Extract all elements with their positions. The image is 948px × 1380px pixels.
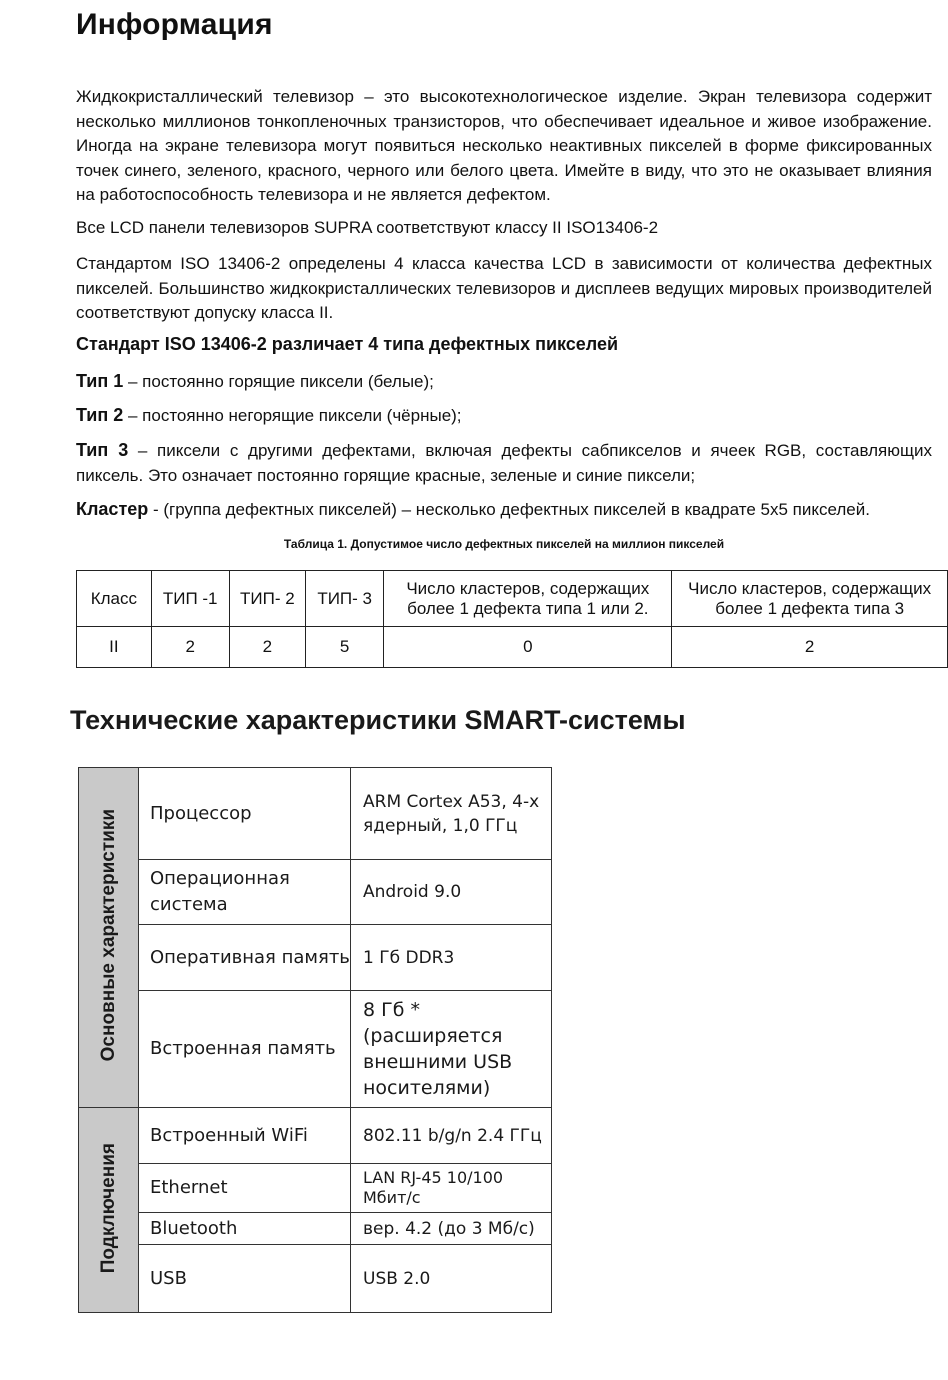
spec-row bbox=[79, 1164, 552, 1213]
info-paragraph-2: Все LCD панели телевизоров SUPRA соответствуют классу II ISO13406-2 bbox=[76, 218, 659, 237]
spec-value: 8 Гб * (расширяется внешними USB носителями) bbox=[351, 991, 552, 1108]
spec-group-label: Основные характеристики bbox=[97, 809, 119, 1062]
defect-pixels-table bbox=[76, 570, 948, 668]
table-cell: II bbox=[77, 627, 152, 668]
spec-label: Процессор bbox=[139, 768, 351, 860]
spec-row bbox=[79, 1213, 552, 1245]
spec-row bbox=[79, 925, 552, 991]
cluster-text: - (группа дефектных пикселей) – несколько дефектных пикселей в квадрате 5х5 пикселей. bbox=[153, 500, 870, 519]
spec-label: Оперативная память bbox=[139, 925, 351, 991]
table-row bbox=[77, 627, 948, 668]
table-cell: 2 bbox=[672, 627, 948, 668]
spec-label: Встроенный WiFi bbox=[139, 1108, 351, 1164]
spec-value: ARM Cortex A53, 4-х ядерный, 1,0 ГГц bbox=[351, 768, 552, 860]
spec-label: USB bbox=[139, 1245, 351, 1313]
defect-type-2 bbox=[76, 403, 932, 429]
table-header-cell: ТИП- 3 bbox=[306, 571, 384, 627]
spec-label: Встроенная память bbox=[139, 991, 351, 1108]
table-caption: Таблица 1. Допустимое число дефектных пикселей на миллион пикселей bbox=[283, 537, 725, 551]
defect-type-text: – постоянно негорящие пиксели (чёрные); bbox=[128, 406, 462, 425]
spec-value: USB 2.0 bbox=[351, 1245, 552, 1313]
table-header-cell: Класс bbox=[77, 571, 152, 627]
table-header-cell: ТИП -1 bbox=[151, 571, 229, 627]
spec-label: Операционная система bbox=[139, 860, 351, 925]
table-cell: 5 bbox=[306, 627, 384, 668]
defect-type-1 bbox=[76, 369, 932, 395]
spec-value: вер. 4.2 (до 3 Мб/с) bbox=[351, 1213, 552, 1245]
spec-label: Bluetooth bbox=[139, 1213, 351, 1245]
defect-types-heading: Стандарт ISO 13406-2 различает 4 типа дефектных пикселей bbox=[76, 334, 619, 354]
table-header-cell: Число кластеров, содержащих более 1 дефекта типа 1 или 2. bbox=[384, 571, 672, 627]
defect-type-text: – пиксели с другими дефектами, включая дефекты сабпикселов и ячеек RGB, составляющих пиксель. Это означает постоянно горящие красные, зеленые и синие пиксели; bbox=[76, 441, 932, 485]
table-header-cell: ТИП- 2 bbox=[229, 571, 305, 627]
defect-type-label: Тип 3 bbox=[76, 440, 129, 460]
spec-value: 1 Гб DDR3 bbox=[351, 925, 552, 991]
spec-row bbox=[79, 860, 552, 925]
defect-type-3 bbox=[76, 438, 932, 488]
table-header-row bbox=[77, 571, 948, 627]
defect-type-label: Тип 1 bbox=[76, 371, 124, 391]
spec-row bbox=[79, 768, 552, 860]
cluster-definition bbox=[76, 497, 932, 523]
spec-group-main bbox=[79, 768, 139, 1108]
defect-type-text: – постоянно горящие пиксели (белые); bbox=[128, 372, 434, 391]
table-header-cell: Число кластеров, содержащих более 1 дефекта типа 3 bbox=[672, 571, 948, 627]
smart-specs-title: Технические характеристики SMART-системы bbox=[70, 705, 686, 735]
spec-group-connect bbox=[79, 1108, 139, 1313]
smart-specs-table bbox=[78, 767, 552, 1313]
table-cell: 2 bbox=[151, 627, 229, 668]
spec-row bbox=[79, 991, 552, 1108]
table-cell: 0 bbox=[384, 627, 672, 668]
defect-type-label: Тип 2 bbox=[76, 405, 124, 425]
spec-row bbox=[79, 1108, 552, 1164]
info-paragraph-3: Стандартом ISO 13406-2 определены 4 класса качества LCD в зависимости от количества дефектных пикселей. Большинство жидкокристаллических телевизоров и дисплеев ведущих мировых производителей соответствуют допуску класса II. bbox=[76, 254, 932, 322]
cluster-label: Кластер bbox=[76, 499, 149, 519]
spec-group-label: Подключения bbox=[97, 1142, 119, 1274]
spec-label: Ethernet bbox=[139, 1164, 351, 1213]
table-cell: 2 bbox=[229, 627, 305, 668]
spec-row bbox=[79, 1245, 552, 1313]
spec-value: 802.11 b/g/n 2.4 ГГц bbox=[351, 1108, 552, 1164]
info-paragraph-1: Жидкокристаллический телевизор – это высокотехнологическое изделие. Экран телевизора содержит несколько миллионов тонкопленочных транзисторов, что обеспечивает идеальное и живое изображение. Иногда на экране телевизора могут появиться несколько неактивных пикселей в форме фиксированных точек синего, зеленого, красного, черного или белого цвета. Имейте в виду, что это не оказывает влияния на работоспособность телевизора и не является дефектом. bbox=[76, 87, 932, 204]
info-title: Информация bbox=[76, 8, 273, 41]
spec-value: LAN RJ-45 10/100 Мбит/с bbox=[351, 1164, 552, 1213]
spec-value: Android 9.0 bbox=[351, 860, 552, 925]
